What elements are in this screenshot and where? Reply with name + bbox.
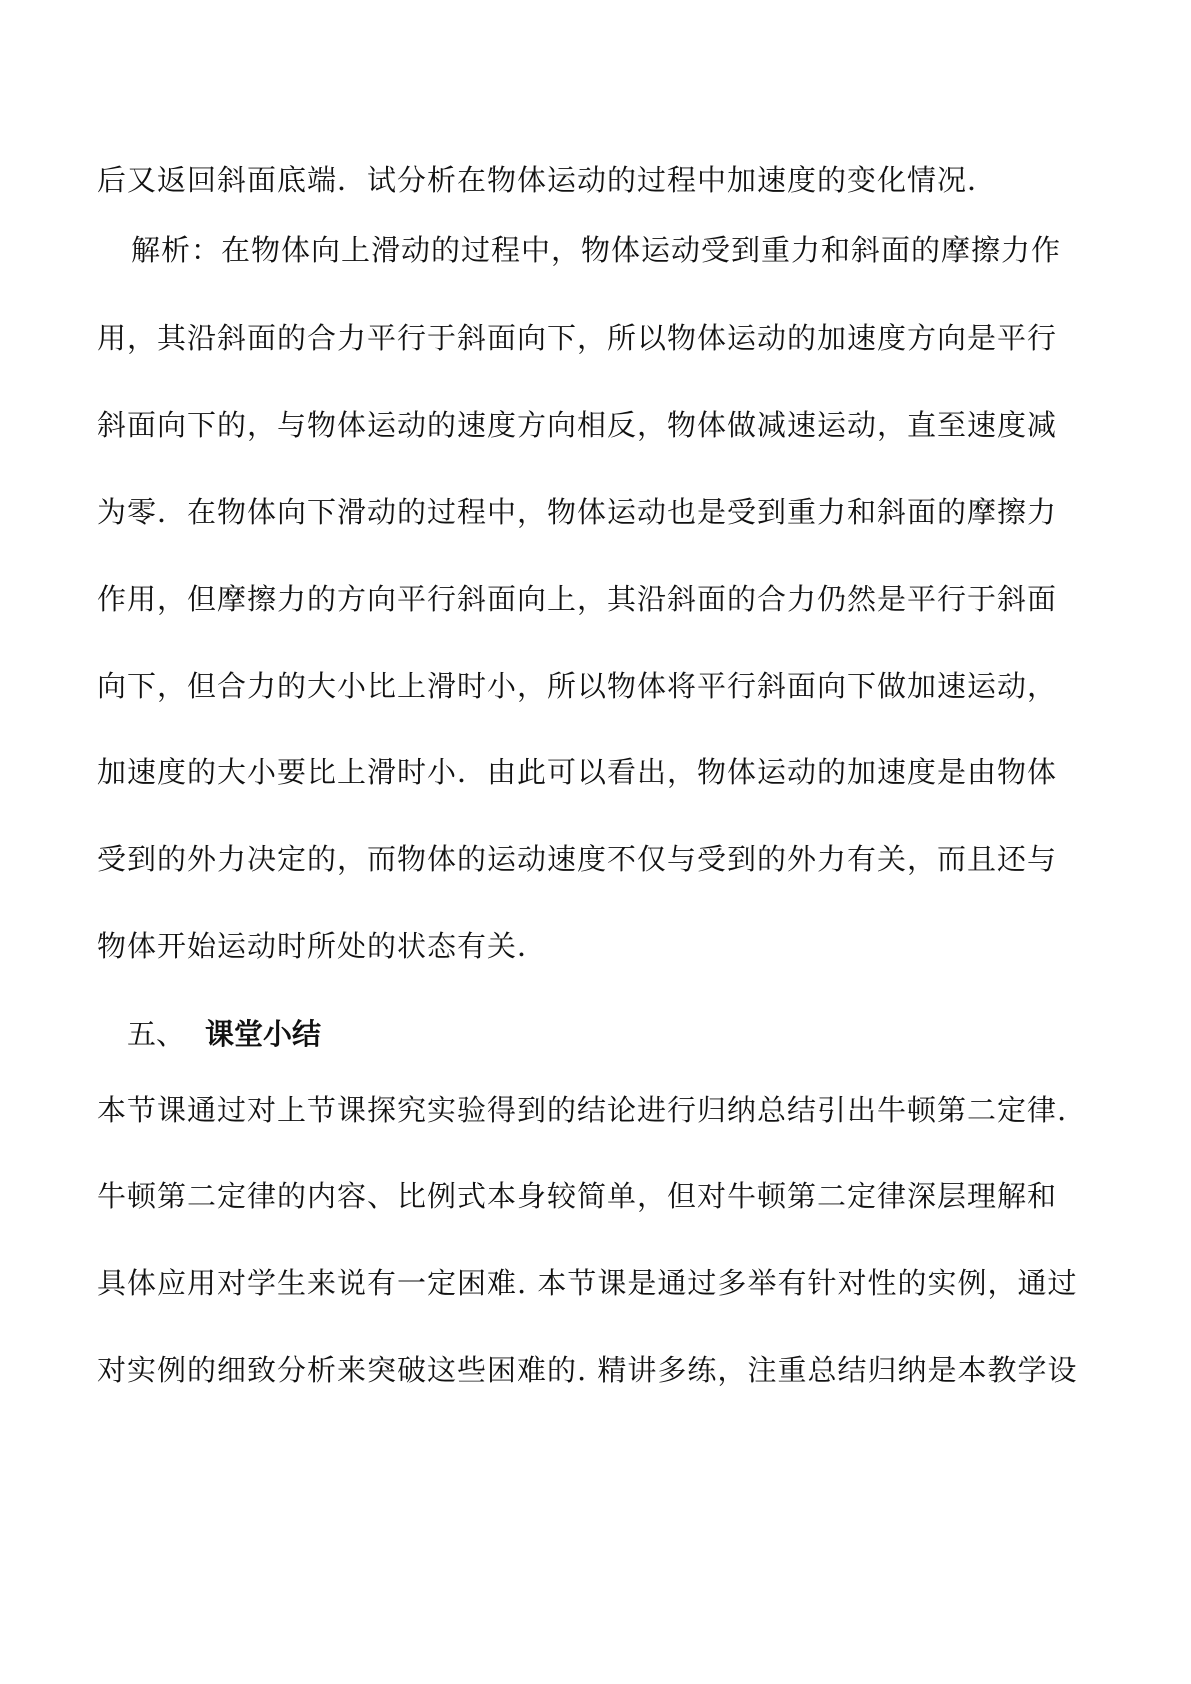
paragraph-line: 物体开始运动时所处的状态有关． — [97, 929, 548, 963]
paragraph-line: 用，其沿斜面的合力平行于斜面向下，所以物体运动的加速度方向是平行 — [97, 321, 1058, 355]
section-title: 课堂小结 — [205, 1017, 322, 1051]
paragraph-line: 向下，但合力的大小比上滑时小，所以物体将平行斜面向下做加速运动， — [97, 669, 1058, 703]
paragraph-line: 斜面向下的，与物体运动的速度方向相反，物体做减速运动，直至速度减 — [97, 408, 1058, 442]
summary-line: 具体应用对学生来说有一定困难. 本节课是通过多举有针对性的实例，通过 — [97, 1266, 1078, 1300]
paragraph-line: 后又返回斜面底端．试分析在物体运动的过程中加速度的变化情况． — [97, 163, 998, 197]
summary-line: 对实例的细致分析来突破这些困难的. 精讲多练，注重总结归纳是本教学设 — [97, 1353, 1078, 1387]
summary-line: 牛顿第二定律的内容、比例式本身较简单，但对牛顿第二定律深层理解和 — [97, 1179, 1058, 1213]
paragraph-line: 作用，但摩擦力的方向平行斜面向上，其沿斜面的合力仍然是平行于斜面 — [97, 582, 1058, 616]
section-heading — [127, 1014, 321, 1054]
paragraph-line: 受到的外力决定的，而物体的运动速度不仅与受到的外力有关，而且还与 — [97, 842, 1058, 876]
section-number: 五、 — [127, 1017, 186, 1051]
summary-line: 本节课通过对上节课探究实验得到的结论进行归纳总结引出牛顿第二定律. — [97, 1093, 1068, 1127]
paragraph-line: 加速度的大小要比上滑时小．由此可以看出，物体运动的加速度是由物体 — [97, 755, 1058, 789]
paragraph-line: 解析：在物体向上滑动的过程中，物体运动受到重力和斜面的摩擦力作 — [131, 233, 1062, 267]
paragraph-line: 为零．在物体向下滑动的过程中，物体运动也是受到重力和斜面的摩擦力 — [97, 495, 1058, 529]
